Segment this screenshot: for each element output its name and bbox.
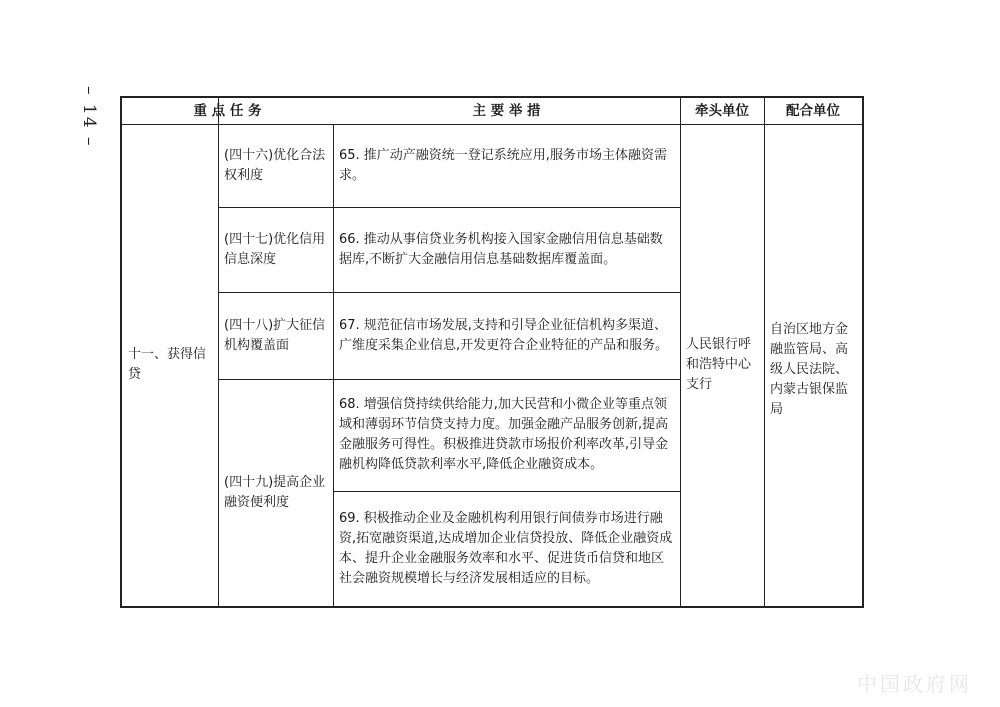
header-task: 重 点 任 务	[193, 103, 262, 119]
category-label: 十一、获得信贷	[128, 347, 207, 382]
measure-text: 67. 规范征信市场发展,支持和引导企业征信机构多渠道、广维度采集企业信息,开发更符合企业特征的产品和服务。	[339, 317, 669, 353]
lead-unit: 人民银行呼和浩特中心支行	[686, 337, 752, 392]
header-lead: 牵头单位	[695, 103, 749, 119]
subtask-label: (四十九)提高企业融资便利度	[224, 474, 326, 510]
subtask-cell	[218, 207, 333, 292]
measure-cell	[333, 292, 680, 379]
measure-cell	[333, 379, 680, 491]
task-table	[120, 96, 864, 608]
measure-cell	[333, 491, 680, 606]
measure-cell	[333, 207, 680, 292]
header-measures: 主 要 举 措	[472, 103, 541, 119]
subtask-label: (四十六)优化合法权利度	[224, 147, 326, 183]
measure-text: 69. 积极推动企业及金融机构利用银行间债券市场进行融资,拓宽融资渠道,达成增加企业信贷投放、降低企业融资成本、提升企业金融服务效率和水平、促进货币信贷和地区社会融资规模增长与经济发展相适应的目标。	[339, 510, 673, 586]
subtask-label: (四十七)优化信用信息深度	[224, 231, 326, 267]
subtask-cell	[218, 292, 333, 379]
measure-text: 66. 推动从事信贷业务机构接入国家金融信用信息基础数据库,不断扩大金融信用信息基础数据库覆盖面。	[339, 231, 663, 267]
measure-text: 65. 推广动产融资统一登记系统应用,服务市场主体融资需求。	[339, 147, 667, 183]
measure-cell	[333, 124, 680, 207]
support-units: 自治区地方金融监管局、高级人民法院、内蒙古银保监局	[770, 322, 849, 417]
header-support: 配合单位	[786, 103, 840, 119]
measure-text: 68. 增强信贷持续供给能力,加大民营和小微企业等重点领域和薄弱环节信贷支持力度。加强金融产品服务创新,提高金融服务可得性。积极推进贷款市场报价利率改革,引导金融机构降低贷款利率水平,降低企业融资成本。	[339, 397, 669, 472]
subtask-label: (四十八)扩大征信机构覆盖面	[224, 317, 326, 353]
watermark: 中国政府网	[857, 672, 972, 696]
lead-unit-cell	[680, 124, 764, 606]
category-cell	[122, 124, 218, 606]
page-number: – 14 –	[79, 86, 99, 148]
support-units-cell	[764, 320, 862, 420]
subtask-cell	[218, 124, 333, 207]
subtask-cell	[218, 379, 333, 606]
